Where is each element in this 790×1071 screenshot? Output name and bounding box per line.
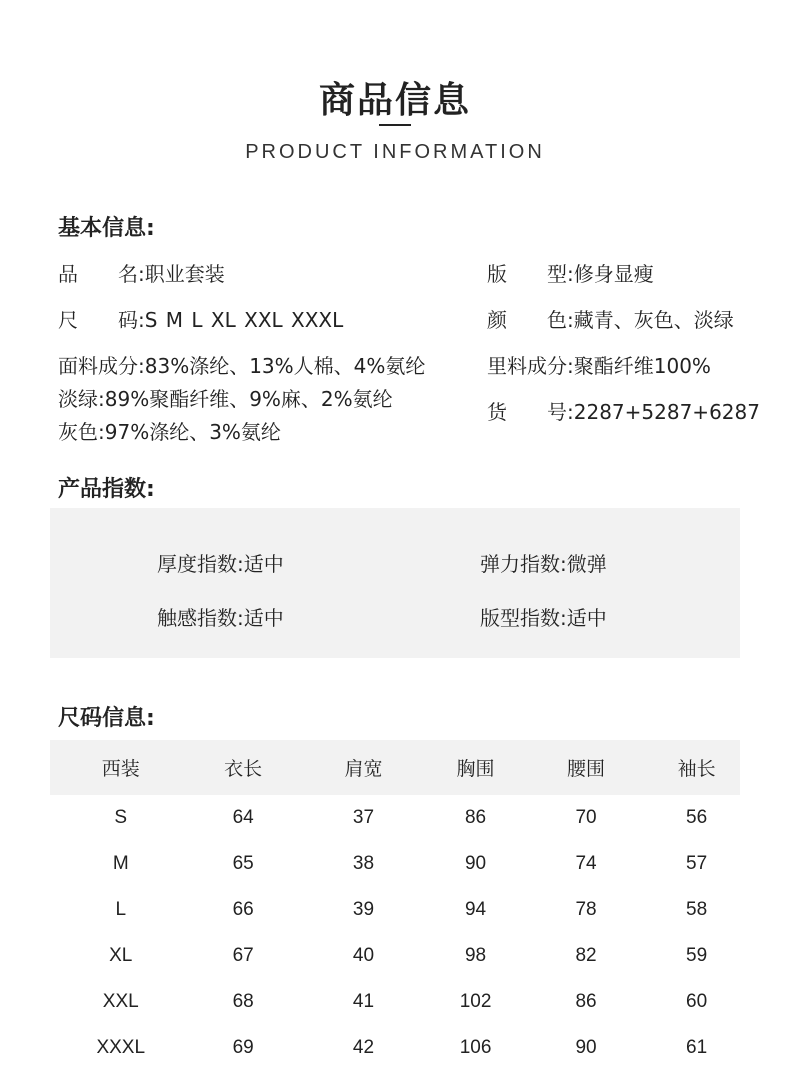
table-cell: M: [112, 853, 129, 874]
table-cell: 38: [352, 853, 375, 874]
table-cell: 70: [575, 807, 597, 828]
table-cell: 102: [459, 991, 492, 1012]
column-header: 肩宽: [344, 758, 383, 780]
table-cell: 67: [232, 945, 254, 966]
table-cell: 39: [352, 899, 375, 920]
info-label: 颜 色:: [487, 308, 574, 332]
index-label: 触感指数:: [157, 606, 244, 630]
info-label: 货 号:: [487, 400, 574, 424]
info-label: 淡绿:: [58, 387, 105, 411]
table-cell: 37: [352, 807, 375, 828]
column-header: 袖长: [677, 758, 716, 780]
table-cell: 98: [464, 945, 487, 966]
info-fit: [487, 262, 654, 286]
index-value: 适中: [243, 552, 284, 576]
table-row: [50, 979, 740, 1025]
table-cell: 64: [232, 807, 254, 828]
index-touch: [157, 602, 284, 631]
column-header: 腰围: [567, 758, 606, 780]
table-cell: 74: [575, 853, 597, 874]
table-cell: S: [114, 807, 128, 828]
table-cell: 65: [232, 853, 254, 874]
info-value: 83%涤纶、13%人棉、4%氨纶: [144, 354, 426, 378]
table-cell: L: [115, 899, 127, 920]
table-cell: 94: [464, 899, 487, 920]
info-label: 尺 码:: [58, 308, 145, 332]
index-thickness: [157, 548, 284, 577]
title-divider: [379, 124, 411, 126]
basic-info-heading: 基本信息:: [58, 216, 155, 241]
table-cell: 56: [686, 807, 708, 828]
info-green-fabric: [58, 387, 393, 411]
column-header: 西装: [101, 758, 140, 780]
size-info-heading: 尺码信息:: [58, 706, 155, 731]
info-label: 版 型:: [487, 262, 574, 286]
info-value: 聚酯纤维100%: [573, 354, 711, 378]
page-subtitle: PRODUCT INFORMATION: [245, 141, 545, 163]
table-cell: 57: [686, 853, 708, 874]
table-cell: 66: [232, 899, 254, 920]
info-value: 修身显瘦: [573, 262, 654, 286]
info-product-name: [58, 262, 225, 286]
info-value: 97%涤纶、3%氨纶: [104, 420, 281, 444]
size-table-header: [50, 740, 740, 795]
column-header: 胸围: [456, 758, 495, 780]
table-cell: 106: [459, 1037, 492, 1058]
column-header: 衣长: [224, 758, 263, 780]
table-cell: 90: [464, 853, 487, 874]
product-index-panel: [50, 508, 740, 658]
table-cell: 69: [232, 1037, 254, 1058]
size-table: [50, 740, 740, 1071]
info-label: 面料成分:: [58, 354, 145, 378]
table-row: [50, 795, 740, 841]
table-cell: 68: [232, 991, 254, 1012]
index-label: 弹力指数:: [480, 552, 567, 576]
info-value: 89%聚酯纤维、9%麻、2%氨纶: [104, 387, 393, 411]
table-row: [50, 1025, 740, 1071]
table-cell: 41: [352, 991, 375, 1012]
info-item-number: [487, 400, 760, 424]
info-label: 里料成分:: [487, 354, 574, 378]
table-cell: 59: [686, 945, 708, 966]
table-row: [50, 933, 740, 979]
table-cell: 60: [686, 991, 708, 1012]
table-cell: 40: [352, 945, 375, 966]
info-grey-fabric: [58, 420, 281, 444]
info-sizes: [58, 308, 343, 332]
table-cell: 42: [352, 1037, 375, 1058]
page-title: 商品信息: [318, 80, 471, 121]
table-cell: XXL: [102, 991, 139, 1012]
index-value: 适中: [566, 606, 607, 630]
info-label: 品 名:: [58, 262, 145, 286]
table-cell: 86: [464, 807, 487, 828]
table-cell: 82: [575, 945, 597, 966]
info-value: 2287+5287+6287: [573, 400, 760, 424]
info-value: S M L XL XXL XXXL: [144, 308, 344, 332]
table-row: [50, 841, 740, 887]
index-value: 微弹: [566, 552, 607, 576]
info-label: 灰色:: [58, 420, 105, 444]
info-lining: [487, 354, 711, 378]
info-value: 职业套装: [144, 262, 225, 286]
table-cell: 86: [575, 991, 597, 1012]
info-fabric: [58, 354, 425, 378]
table-cell: 61: [686, 1037, 708, 1058]
table-cell: 58: [686, 899, 708, 920]
index-label: 版型指数:: [480, 606, 567, 630]
product-index-heading: 产品指数:: [58, 477, 155, 502]
table-row: [50, 887, 740, 933]
index-label: 厚度指数:: [157, 552, 244, 576]
table-cell: XXXL: [96, 1037, 146, 1058]
table-cell: 78: [575, 899, 597, 920]
index-elasticity: [480, 548, 607, 577]
table-cell: XL: [109, 945, 133, 966]
info-colors: [487, 308, 734, 332]
index-fit: [480, 602, 607, 631]
info-value: 藏青、灰色、淡绿: [573, 308, 734, 332]
index-value: 适中: [243, 606, 284, 630]
table-cell: 90: [575, 1037, 597, 1058]
